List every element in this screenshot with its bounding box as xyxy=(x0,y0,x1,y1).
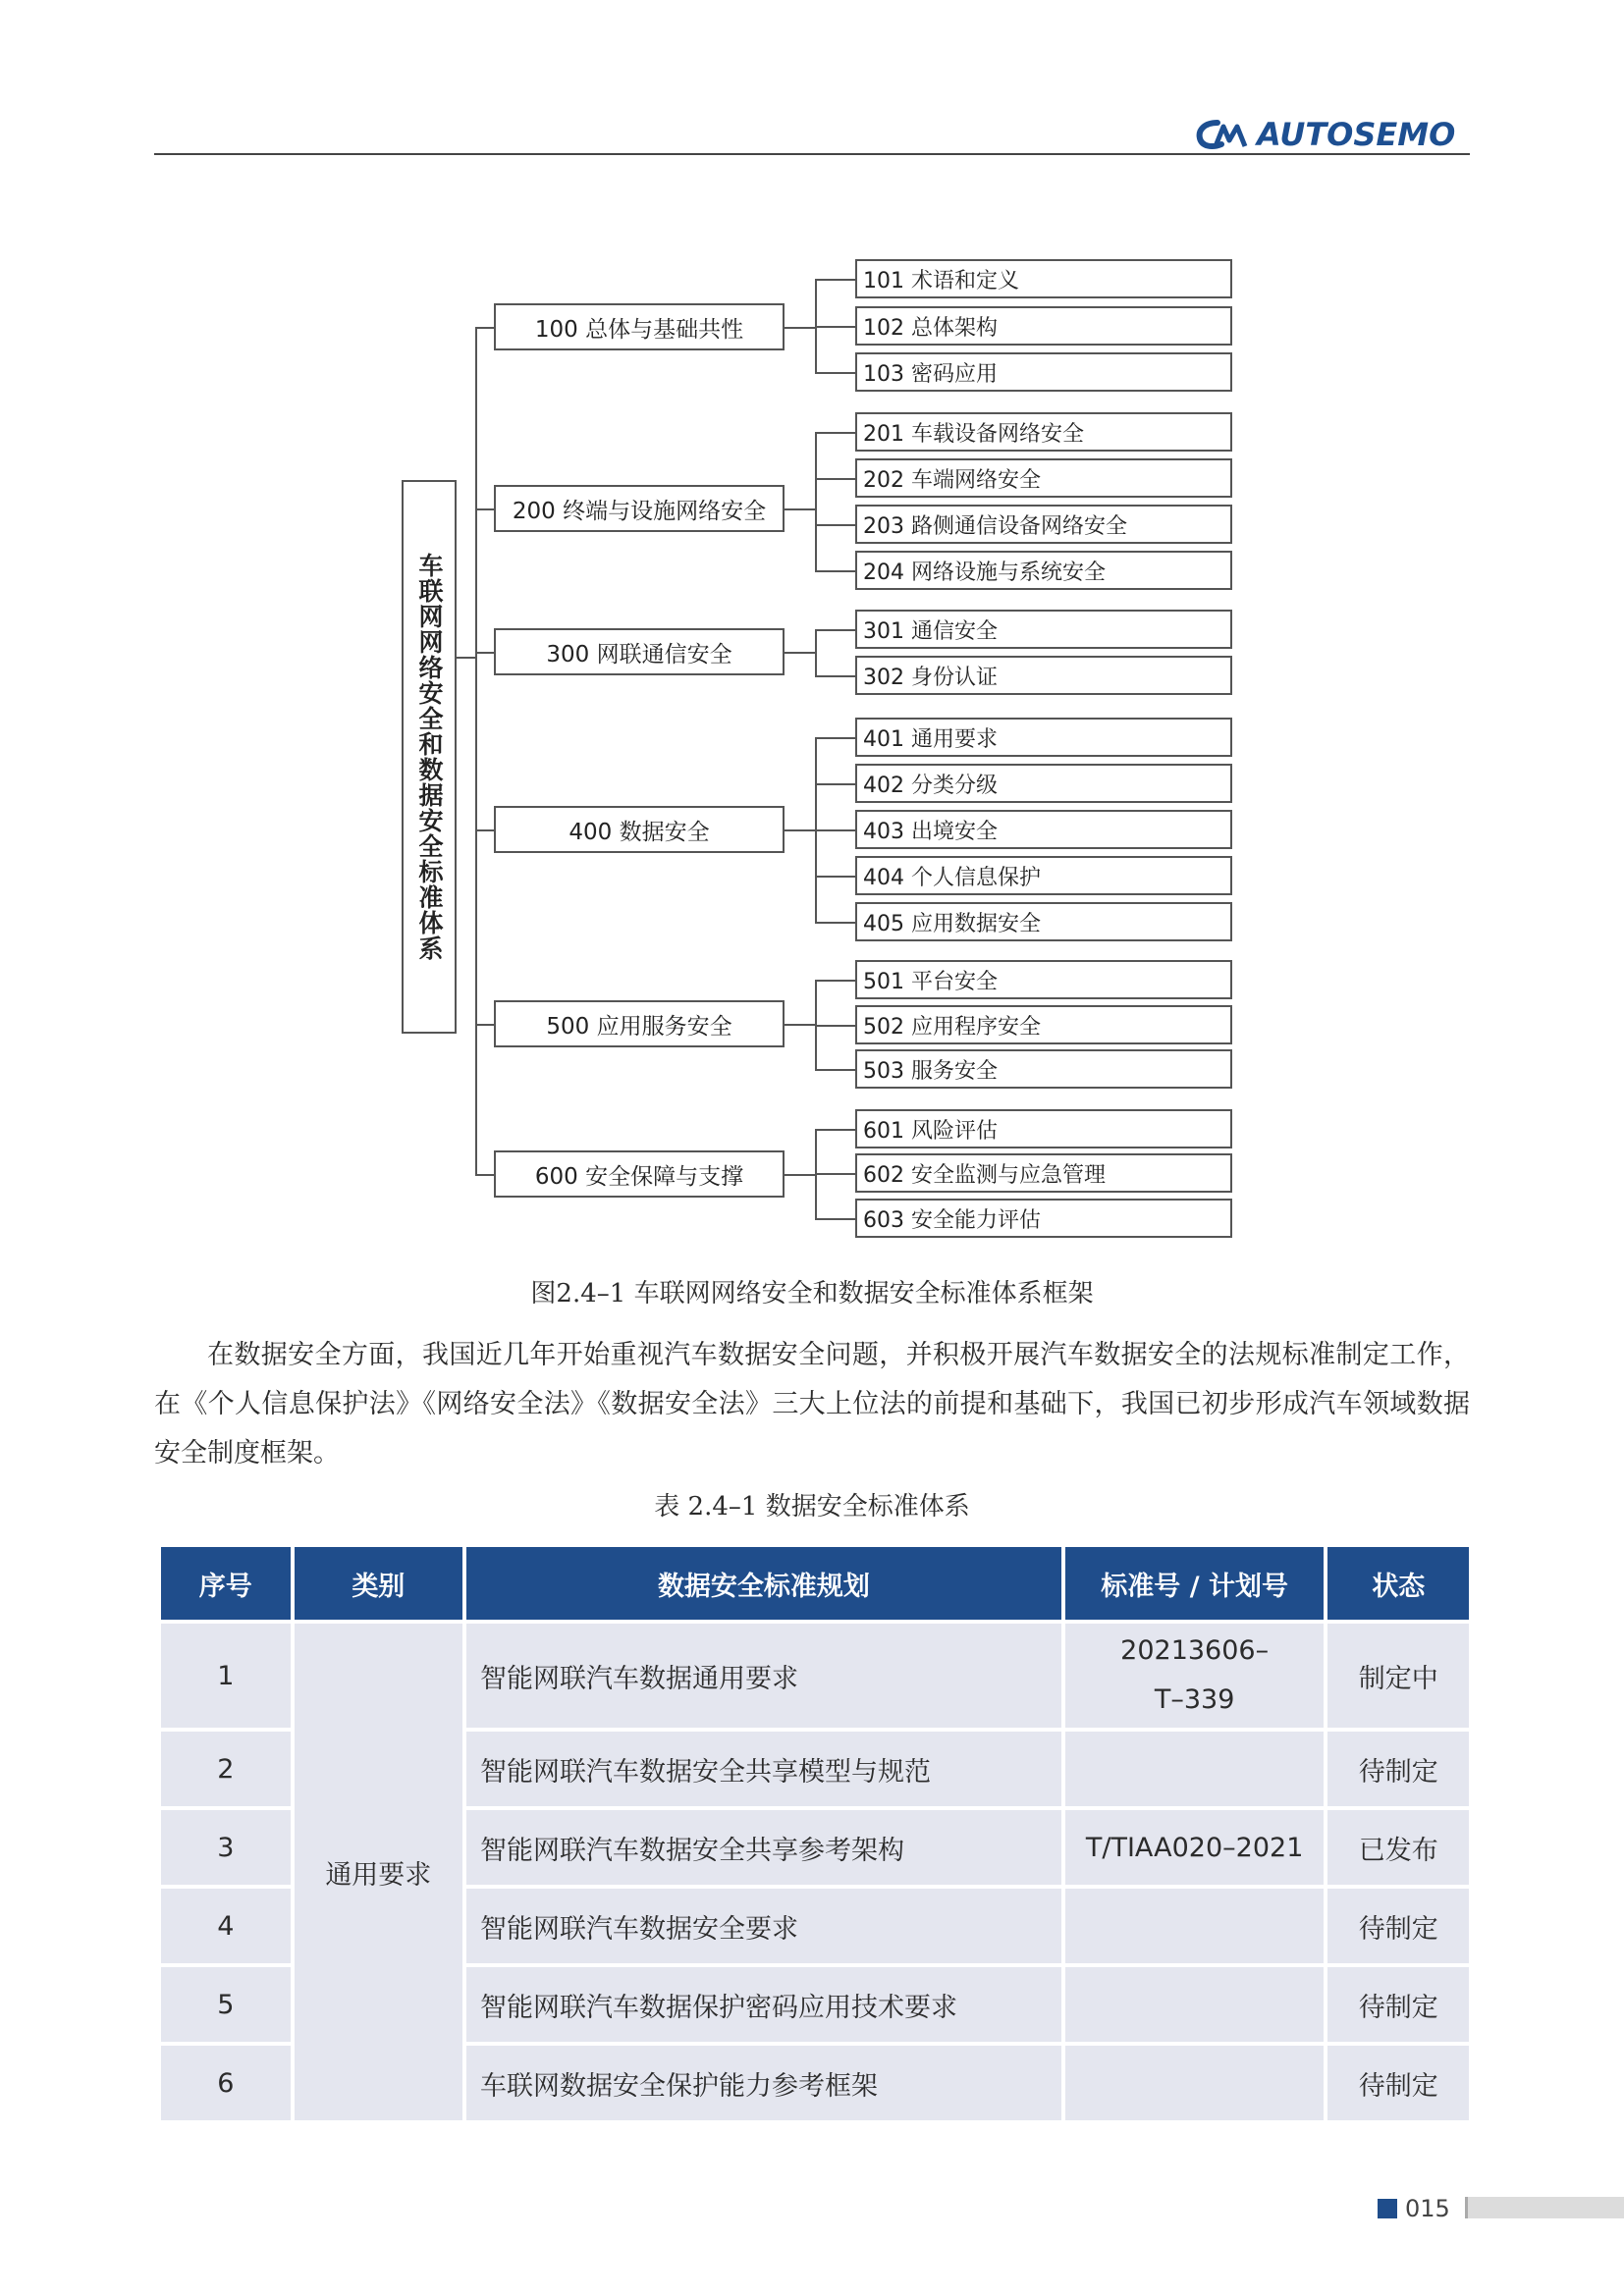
connector xyxy=(815,432,855,434)
standard-name: 车联网数据安全保护能力参考框架 xyxy=(466,2046,1061,2120)
standard-code xyxy=(1065,1732,1325,1806)
standard-node: 501 平台安全 xyxy=(855,960,1232,999)
standard-node: 403 出境安全 xyxy=(855,810,1232,849)
page-number: 015 xyxy=(1405,2195,1450,2222)
connector xyxy=(815,629,817,676)
standard-node: 402 分类分级 xyxy=(855,764,1232,803)
table-row xyxy=(161,1624,1469,1728)
table-header-row xyxy=(161,1547,1469,1620)
standard-node: 401 通用要求 xyxy=(855,718,1232,757)
row-number: 2 xyxy=(161,1732,291,1806)
row-number: 5 xyxy=(161,1967,291,2042)
table-caption: 表 2.4–1 数据安全标准体系 xyxy=(654,1492,970,1522)
diagram-root-label: 车联网网络安全和数据安全标准体系 xyxy=(415,553,444,961)
category-node: 200 终端与设施网络安全 xyxy=(494,485,785,532)
connector xyxy=(815,1173,855,1175)
header-standard: 数据安全标准规划 xyxy=(466,1547,1061,1620)
standard-node: 602 安全监测与应急管理 xyxy=(855,1153,1232,1193)
figure-caption: 图2.4–1 车联网网络安全和数据安全标准体系框架 xyxy=(530,1279,1094,1308)
connector xyxy=(815,570,855,572)
connector xyxy=(815,326,855,328)
root-connector xyxy=(457,657,475,659)
standard-status: 待制定 xyxy=(1327,1967,1469,2042)
connector xyxy=(785,508,816,510)
category-node: 600 安全保障与支撑 xyxy=(494,1150,785,1198)
standard-code: T/TIAA020–2021 xyxy=(1065,1810,1325,1885)
row-number: 3 xyxy=(161,1810,291,1885)
header-code: 标准号 / 计划号 xyxy=(1065,1547,1325,1620)
standard-node: 302 身份认证 xyxy=(855,656,1232,695)
standard-node: 103 密码应用 xyxy=(855,352,1232,392)
header-category: 类别 xyxy=(295,1547,462,1620)
standard-node: 404 个人信息保护 xyxy=(855,856,1232,895)
standard-node: 102 总体架构 xyxy=(855,306,1232,346)
category-node: 400 数据安全 xyxy=(494,806,785,853)
header-rule xyxy=(154,153,1470,155)
connector xyxy=(815,1069,855,1071)
standard-status: 待制定 xyxy=(1327,1889,1469,1963)
connector xyxy=(785,652,816,654)
standard-node: 503 服务安全 xyxy=(855,1049,1232,1089)
standard-node: 101 术语和定义 xyxy=(855,259,1232,298)
connector xyxy=(815,1218,855,1220)
row-number: 1 xyxy=(161,1624,291,1728)
category-node: 100 总体与基础共性 xyxy=(494,303,785,350)
page-marker-icon xyxy=(1378,2199,1397,2218)
connector xyxy=(815,783,855,785)
category-cell: 通用要求 xyxy=(295,1624,462,2120)
connector xyxy=(785,829,816,831)
connector xyxy=(475,1174,494,1176)
standard-node: 405 应用数据安全 xyxy=(855,902,1232,941)
footer-bar xyxy=(1465,2197,1624,2218)
connector xyxy=(785,1024,816,1026)
diagram-root-node xyxy=(402,480,457,1034)
standard-name: 智能网联汽车数据通用要求 xyxy=(466,1624,1061,1728)
standard-node: 202 车端网络安全 xyxy=(855,458,1232,498)
standard-code xyxy=(1065,2046,1325,2120)
connector xyxy=(475,1024,494,1026)
standard-status: 制定中 xyxy=(1327,1624,1469,1728)
header-no: 序号 xyxy=(161,1547,291,1620)
standard-node: 203 路侧通信设备网络安全 xyxy=(855,505,1232,544)
standard-node: 204 网络设施与系统安全 xyxy=(855,551,1232,590)
connector xyxy=(815,372,855,374)
standard-name: 智能网联汽车数据安全要求 xyxy=(466,1889,1061,1963)
cm-logo-icon xyxy=(1196,117,1251,152)
connector xyxy=(815,432,817,571)
autosemo-logo xyxy=(1196,114,1455,155)
connector xyxy=(475,327,494,329)
connector xyxy=(815,980,855,982)
standard-node: 603 安全能力评估 xyxy=(855,1199,1232,1238)
standard-status: 已发布 xyxy=(1327,1810,1469,1885)
body-paragraph: 在数据安全方面，我国近几年开始重视汽车数据安全问题，并积极开展汽车数据安全的法规标准制定工作，在《个人信息保护法》《网络安全法》《数据安全法》三大上位法的前提和基础下，我国已初步形成汽车领域数据安全制度框架。 xyxy=(154,1340,1470,1468)
header-status: 状态 xyxy=(1327,1547,1469,1620)
standard-name: 智能网联汽车数据安全共享参考架构 xyxy=(466,1810,1061,1885)
connector xyxy=(475,829,494,831)
standard-status: 待制定 xyxy=(1327,1732,1469,1806)
standard-node: 502 应用程序安全 xyxy=(855,1005,1232,1044)
trunk-line xyxy=(475,327,477,1175)
standard-code: 20213606– T–339 xyxy=(1065,1624,1325,1728)
standard-code xyxy=(1065,1967,1325,2042)
category-node: 300 网联通信安全 xyxy=(494,628,785,675)
page-number-block xyxy=(1378,2195,1450,2222)
standard-node: 301 通信安全 xyxy=(855,610,1232,649)
connector xyxy=(815,478,855,480)
logo-text: AUTOSEMO xyxy=(1257,116,1456,153)
connector xyxy=(815,675,855,677)
category-node: 500 应用服务安全 xyxy=(494,1000,785,1047)
standard-node: 601 风险评估 xyxy=(855,1109,1232,1148)
connector xyxy=(815,922,855,924)
data-security-standards-table xyxy=(157,1543,1473,2124)
standard-name: 智能网联汽车数据安全共享模型与规范 xyxy=(466,1732,1061,1806)
connector xyxy=(785,327,816,329)
standard-code xyxy=(1065,1889,1325,1963)
standard-status: 待制定 xyxy=(1327,2046,1469,2120)
connector xyxy=(815,737,855,739)
connector xyxy=(475,508,494,510)
connector xyxy=(785,1174,816,1176)
connector xyxy=(815,876,855,878)
connector xyxy=(815,1025,855,1027)
connector xyxy=(815,629,855,631)
connector xyxy=(815,829,855,831)
connector xyxy=(815,279,855,281)
row-number: 6 xyxy=(161,2046,291,2120)
row-number: 4 xyxy=(161,1889,291,1963)
standard-name: 智能网联汽车数据保护密码应用技术要求 xyxy=(466,1967,1061,2042)
connector xyxy=(815,524,855,526)
connector xyxy=(475,652,494,654)
connector xyxy=(815,1129,855,1131)
standard-node: 201 车载设备网络安全 xyxy=(855,412,1232,452)
